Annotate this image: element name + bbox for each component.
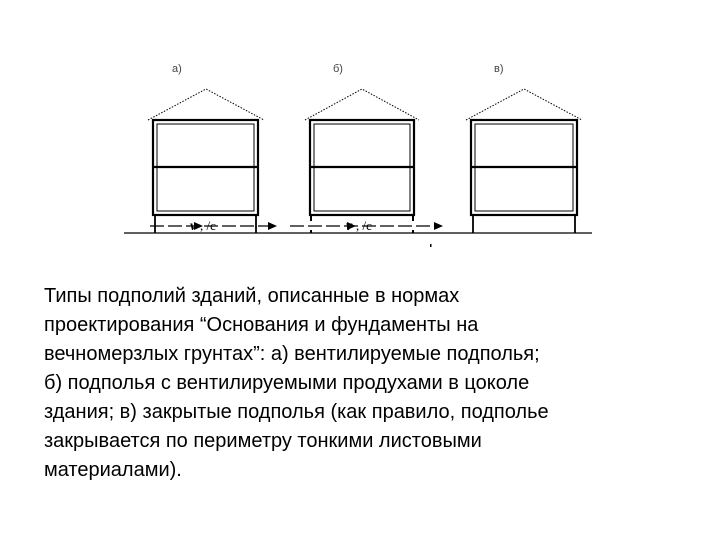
- roof-a: [148, 89, 264, 120]
- building-b: [290, 63, 443, 234]
- building-c: [466, 63, 582, 233]
- caption: [44, 282, 684, 485]
- dot-mark: [430, 244, 432, 247]
- caption-line: закрывается по периметру тонкими листовыми: [44, 430, 482, 452]
- caption-line: проектирования “Основания и фундаменты на: [44, 314, 479, 336]
- label-c: в): [494, 63, 504, 75]
- label-b: б): [333, 63, 343, 75]
- flow-v-b: v: [346, 219, 353, 234]
- caption-line: б) подполья с вентилируемыми продухами в цоколе: [44, 372, 530, 394]
- caption-line: материалами).: [44, 459, 182, 481]
- flow-unit-a: , /с: [200, 218, 216, 233]
- caption-line: Типы подполий зданий, описанные в нормах: [44, 285, 460, 307]
- caption-line: здания; в) закрытые подполья (как правило, подполье: [44, 401, 549, 423]
- flow-unit-b: , /с: [356, 218, 372, 233]
- flow-v-a: v: [190, 219, 197, 234]
- roof-c: [466, 89, 582, 120]
- roof-b: [305, 89, 419, 120]
- building-a: [148, 63, 277, 234]
- arrow-b-2: [434, 222, 443, 230]
- caption-line: вечномерзлых грунтах”: а) вентилируемые подполья;: [44, 343, 540, 365]
- label-a: а): [172, 63, 182, 75]
- arrow-a-2: [268, 222, 277, 230]
